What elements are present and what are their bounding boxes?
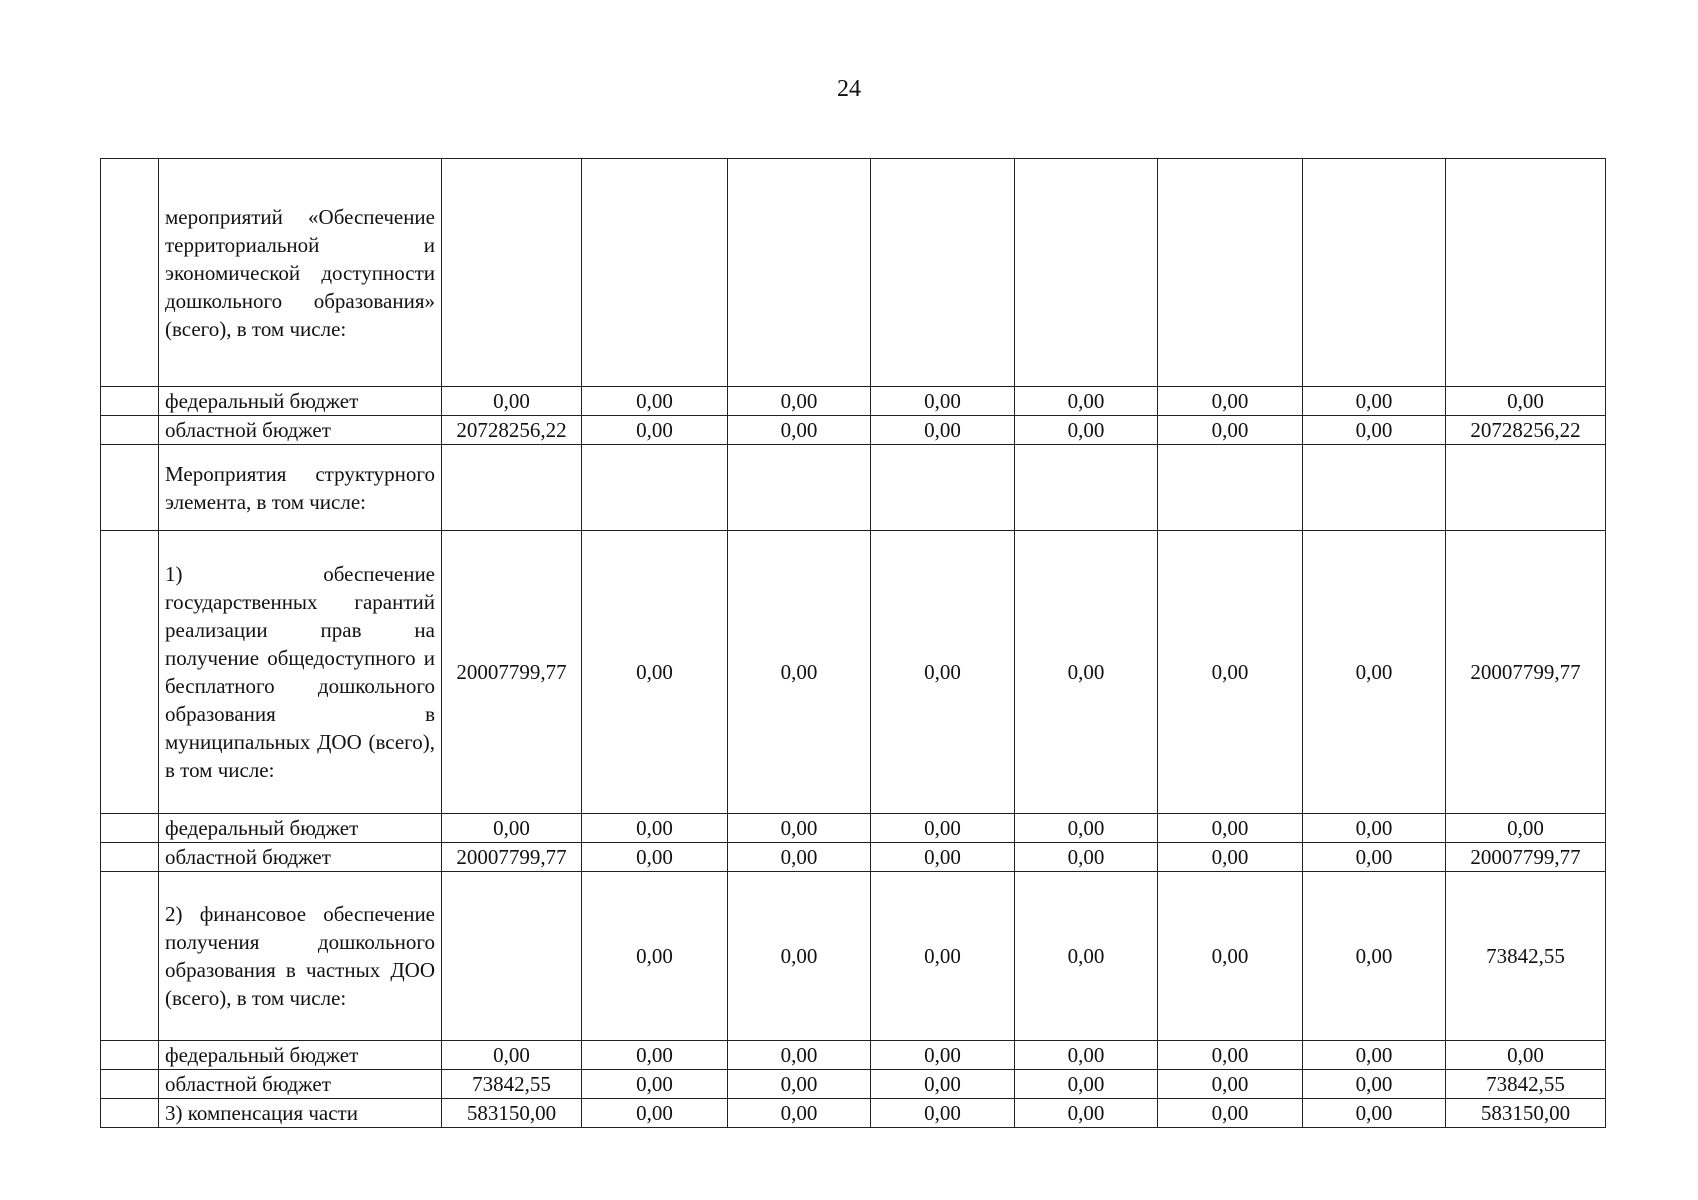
value-cell: 0,00 [871,1070,1015,1099]
table-row [101,1099,1606,1128]
row-label-cell: Мероприятия структурного элемента, в том числе: [159,445,442,531]
value-cell: 0,00 [1158,1070,1303,1099]
value-cell: 73842,55 [1446,1070,1606,1099]
value-cell: 0,00 [871,814,1015,843]
value-cell: 0,00 [1015,1099,1158,1128]
table-row [101,872,1606,1041]
row-index-cell [101,1041,159,1070]
value-cell: 0,00 [582,1070,728,1099]
row-label-cell: 2) финансовое обеспечение получения дошкольного образования в частных ДОО (всего), в том числе: [159,872,442,1041]
row-label-cell: 3) компенсация части [159,1099,442,1128]
value-cell: 0,00 [1303,1099,1446,1128]
value-cell: 0,00 [728,872,871,1041]
value-cell: 20007799,77 [1446,531,1606,814]
value-cell: 0,00 [1015,872,1158,1041]
value-cell: 0,00 [582,416,728,445]
value-cell: 0,00 [1158,1099,1303,1128]
value-cell: 20007799,77 [442,531,582,814]
value-cell: 20007799,77 [1446,843,1606,872]
value-cell: 0,00 [442,1041,582,1070]
value-cell: 0,00 [1303,1070,1446,1099]
value-cell [1015,159,1158,387]
value-cell: 0,00 [871,1099,1015,1128]
value-cell: 0,00 [1303,1041,1446,1070]
value-cell: 0,00 [1015,387,1158,416]
value-cell: 0,00 [1015,416,1158,445]
value-cell [728,159,871,387]
value-cell: 0,00 [1303,387,1446,416]
table-row [101,843,1606,872]
value-cell [1446,159,1606,387]
value-cell: 0,00 [582,1099,728,1128]
table-row [101,814,1606,843]
value-cell: 0,00 [728,1041,871,1070]
value-cell: 0,00 [1015,1041,1158,1070]
row-index-cell [101,387,159,416]
value-cell: 0,00 [728,843,871,872]
value-cell [1446,445,1606,531]
value-cell [1303,159,1446,387]
row-label-cell: 1) обеспечение государственных гарантий реализации прав на получение общедоступного и бесплатного дошкольного образования в муниципальных ДОО (всего), в том числе: [159,531,442,814]
row-label-cell: областной бюджет [159,843,442,872]
value-cell: 0,00 [1158,872,1303,1041]
value-cell: 20007799,77 [442,843,582,872]
value-cell: 0,00 [728,531,871,814]
value-cell: 0,00 [1158,814,1303,843]
value-cell: 0,00 [1303,843,1446,872]
value-cell: 0,00 [1015,843,1158,872]
value-cell: 0,00 [1158,1041,1303,1070]
row-label-cell: федеральный бюджет [159,387,442,416]
value-cell: 0,00 [728,1070,871,1099]
row-index-cell [101,1099,159,1128]
value-cell [871,159,1015,387]
value-cell: 0,00 [1303,531,1446,814]
table-row [101,531,1606,814]
value-cell [1158,159,1303,387]
value-cell [871,445,1015,531]
value-cell [442,159,582,387]
row-label-cell: федеральный бюджет [159,1041,442,1070]
value-cell: 0,00 [871,387,1015,416]
row-index-cell [101,872,159,1041]
value-cell: 0,00 [582,814,728,843]
value-cell: 0,00 [1446,814,1606,843]
value-cell: 0,00 [1158,416,1303,445]
value-cell: 0,00 [1015,1070,1158,1099]
value-cell: 0,00 [1158,531,1303,814]
value-cell: 0,00 [1158,387,1303,416]
value-cell: 0,00 [728,1099,871,1128]
value-cell: 0,00 [1303,872,1446,1041]
row-label-cell: областной бюджет [159,416,442,445]
row-index-cell [101,814,159,843]
row-index-cell [101,531,159,814]
value-cell: 0,00 [1446,387,1606,416]
value-cell [728,445,871,531]
value-cell: 0,00 [582,843,728,872]
value-cell: 0,00 [1015,531,1158,814]
value-cell [582,159,728,387]
value-cell [442,445,582,531]
row-label-cell: федеральный бюджет [159,814,442,843]
value-cell [582,445,728,531]
value-cell: 0,00 [1446,1041,1606,1070]
value-cell: 20728256,22 [1446,416,1606,445]
value-cell: 0,00 [871,1041,1015,1070]
value-cell: 0,00 [728,387,871,416]
value-cell: 583150,00 [442,1099,582,1128]
budget-table [100,158,1606,1128]
row-index-cell [101,445,159,531]
value-cell: 583150,00 [1446,1099,1606,1128]
row-index-cell [101,416,159,445]
value-cell: 0,00 [442,814,582,843]
value-cell [1303,445,1446,531]
value-cell: 0,00 [582,387,728,416]
value-cell: 20728256,22 [442,416,582,445]
value-cell: 0,00 [1158,843,1303,872]
value-cell: 73842,55 [442,1070,582,1099]
row-label-cell: областной бюджет [159,1070,442,1099]
value-cell: 0,00 [871,872,1015,1041]
page-number: 24 [837,76,861,102]
value-cell: 0,00 [582,1041,728,1070]
budget-table-body [101,159,1606,1128]
row-label-cell: мероприятий «Обеспечение территориальной и экономической доступности дошкольного образования» (всего), в том числе: [159,159,442,387]
table-row [101,1041,1606,1070]
value-cell: 73842,55 [1446,872,1606,1041]
value-cell: 0,00 [728,814,871,843]
value-cell: 0,00 [582,531,728,814]
value-cell: 0,00 [442,387,582,416]
value-cell: 0,00 [1303,814,1446,843]
table-row [101,1070,1606,1099]
table-row [101,387,1606,416]
value-cell: 0,00 [871,531,1015,814]
value-cell [1015,445,1158,531]
value-cell: 0,00 [871,843,1015,872]
value-cell: 0,00 [1303,416,1446,445]
table-row [101,416,1606,445]
row-index-cell [101,159,159,387]
table-row [101,159,1606,387]
value-cell: 0,00 [728,416,871,445]
value-cell [442,872,582,1041]
table-row [101,445,1606,531]
value-cell: 0,00 [1015,814,1158,843]
value-cell: 0,00 [582,872,728,1041]
row-index-cell [101,1070,159,1099]
value-cell [1158,445,1303,531]
row-index-cell [101,843,159,872]
value-cell: 0,00 [871,416,1015,445]
